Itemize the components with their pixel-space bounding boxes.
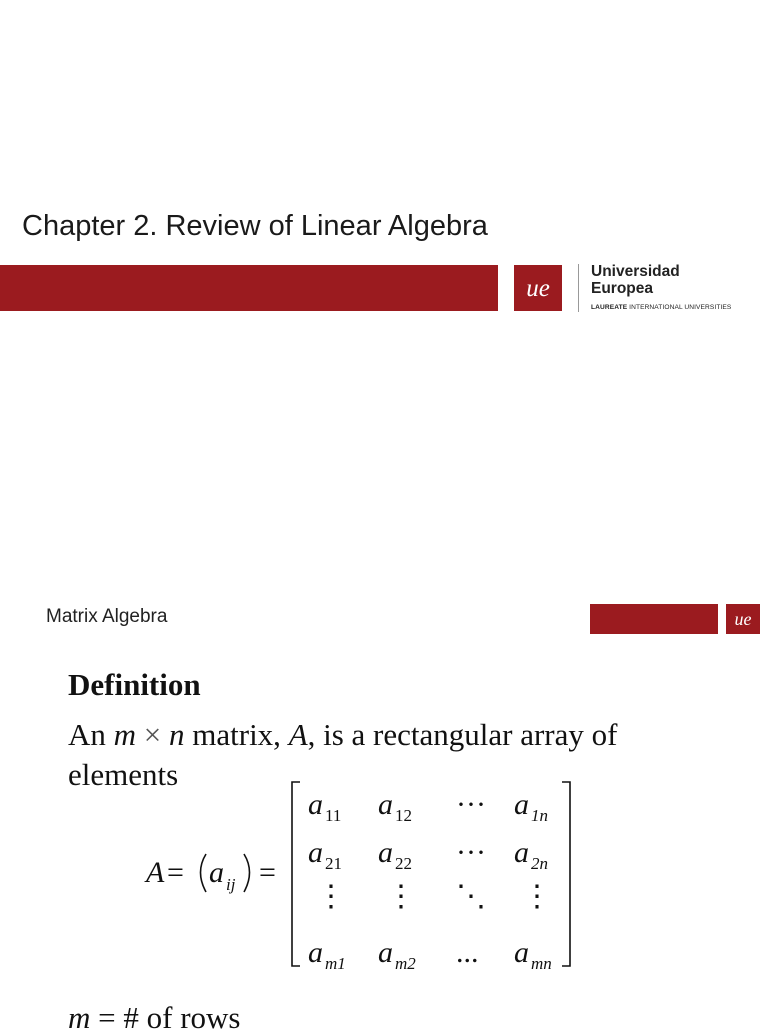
bracket-right (562, 782, 570, 966)
eq-sign-2: = (259, 856, 276, 889)
matrix-entry: ··· (456, 788, 486, 821)
def-var-a: A (288, 717, 308, 752)
matrix-entry-subscript: 21 (325, 854, 342, 873)
matrix-entry: ⋮ (386, 880, 416, 913)
eq-lhs: A (146, 856, 165, 889)
def-var-m: m (113, 717, 137, 752)
title-band (0, 265, 498, 311)
bracket-left (292, 782, 300, 966)
def-text-part: , is a rectangular array of elements (68, 717, 618, 792)
matrix-entry-subscript: 2n (531, 854, 548, 873)
matrix-equation (130, 772, 590, 976)
matrix-entry-subscript: 11 (325, 806, 342, 825)
logo-divider (578, 264, 579, 312)
university-name-line1: Universidad (591, 263, 680, 280)
matrix-entry: ⋱ (456, 880, 486, 913)
tagline-rest: INTERNATIONAL UNIVERSITIES (627, 304, 732, 311)
matrix-entry-subscript: mn (531, 954, 552, 973)
university-tagline (591, 304, 731, 311)
university-name (591, 263, 680, 297)
matrix-entry: a (378, 836, 393, 869)
ue-logo-small-mark: ue (734, 609, 752, 629)
matrix-entry-subscript: m1 (325, 954, 346, 973)
matrix-entry: a (308, 936, 323, 969)
matrix-entry: ··· (456, 836, 486, 869)
ue-logo-icon (514, 265, 562, 311)
paren-right (244, 854, 250, 892)
paren-left (201, 854, 207, 892)
matrix-entry: a (378, 936, 393, 969)
matrix-entry: a (514, 836, 529, 869)
matrix-entry-subscript: 22 (395, 854, 412, 873)
ue-logo-small-icon (726, 604, 760, 634)
rows-text: = # of rows (90, 1000, 241, 1035)
eq-sign-1: = (167, 856, 184, 889)
matrix-entry: ... (456, 936, 479, 969)
matrix-entry: a (378, 788, 393, 821)
matrix-entry: ⋮ (316, 880, 346, 913)
rows-var: m (68, 1000, 91, 1035)
matrix-entry-subscript: 1n (531, 806, 548, 825)
section-title: Matrix Algebra (46, 606, 168, 627)
matrix-entry: a (308, 836, 323, 869)
header-band (590, 604, 718, 634)
matrix-entry-subscript: 12 (395, 806, 412, 825)
slide-title: Chapter 2. Review of Linear Algebra (22, 210, 488, 242)
def-text-part: matrix, (184, 717, 289, 752)
ue-logo-mark: ue (526, 275, 550, 302)
eq-inner-sub: ij (226, 875, 236, 894)
matrix-entry: ⋮ (522, 880, 552, 913)
matrix-entry-subscript: m2 (395, 954, 416, 973)
matrix-entry: a (514, 936, 529, 969)
def-times: × (136, 717, 170, 752)
tagline-bold: LAUREATE (591, 304, 628, 311)
matrix-entry: a (514, 788, 529, 821)
university-name-line2: Europea (591, 280, 654, 297)
def-text-part: An (68, 717, 114, 752)
rows-definition (68, 1000, 240, 1036)
definition-heading: Definition (68, 667, 201, 702)
def-var-n: n (169, 717, 185, 752)
matrix-entry: a (308, 788, 323, 821)
eq-inner-var: a (209, 856, 224, 889)
